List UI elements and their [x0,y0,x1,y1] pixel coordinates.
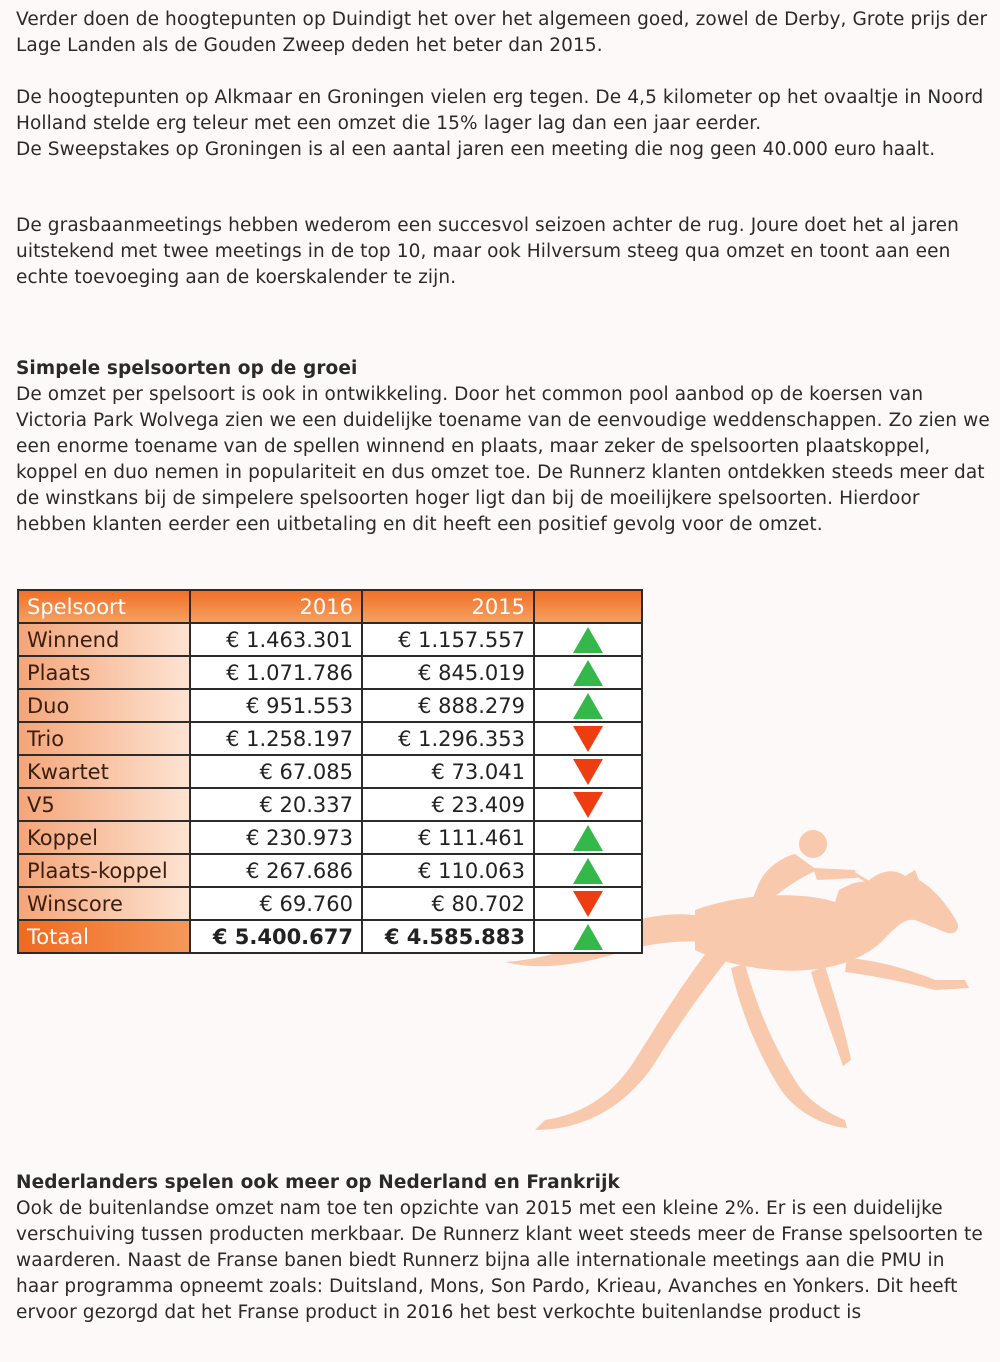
cell-2015: € 80.702 [362,887,534,920]
section-body: Ook de buitenlandse omzet nam toe ten opzichte van 2015 met een kleine 2%. Er is een duidelijke verschuiving tussen producten merkbaar. De Runnerz klant weet steeds meer de Franse spelsoorten te waarderen. Naast de Franse banen biedt Runnerz bijna alle internationale meetings aan die PMU in haar programma opneemt zoals: Duitsland, Mons, Son Pardo, Krieau, Avanches en Yonkers. Dit heeft ervoor gezorgd dat het Franse product in 2016 het best verkochte buitenlandse product is [16,1198,983,1323]
cell-2016: € 1.071.786 [190,656,362,689]
cell-2015: € 111.461 [362,821,534,854]
cell-2016: € 69.760 [190,887,362,920]
cell-trend [534,788,642,821]
intro-paragraph-duindigt: Verder doen de hoogtepunten op Duindigt het over het algemeen goed, zowel de Derby, Grote prijs der Lage Landen als de Gouden Zweep deden het beter dan 2015. [16,9,988,56]
paragraph-groningen-text: De Sweepstakes op Groningen is al een aantal jaren een meeting die nog geen 40.000 euro haalt. [16,139,936,160]
table-row [18,854,642,887]
cell-2016: € 5.400.677 [190,920,362,953]
triangle-down-icon [573,891,603,917]
header-2016: 2016 [190,590,362,623]
cell-2015: € 1.296.353 [362,722,534,755]
cell-spelsoort: Totaal [18,920,190,953]
triangle-down-icon [573,759,603,785]
cell-spelsoort: Winnend [18,623,190,656]
cell-trend [534,656,642,689]
paragraph-alkmaar-groningen [16,85,991,163]
cell-2015: € 845.019 [362,656,534,689]
cell-2016: € 1.258.197 [190,722,362,755]
cell-2016: € 20.337 [190,788,362,821]
cell-trend [534,821,642,854]
spelsoort-table [17,589,643,954]
cell-spelsoort: Koppel [18,821,190,854]
header-2015: 2015 [362,590,534,623]
cell-2016: € 1.463.301 [190,623,362,656]
triangle-up-icon [573,693,603,719]
triangle-down-icon [573,792,603,818]
table-row [18,788,642,821]
cell-2015: € 4.585.883 [362,920,534,953]
section-heading: Simpele spelsoorten op de groei [16,358,358,379]
section-simpele-spelsoorten [16,356,991,538]
cell-trend [534,755,642,788]
cell-2015: € 110.063 [362,854,534,887]
table-row [18,821,642,854]
section-body: De omzet per spelsoort is ook in ontwikkeling. Door het common pool aanbod op de koersen van Victoria Park Wolvega zien we een duidelijke toename van de eenvoudige weddenschappen. Zo zien we een enorme toename van de spellen winnend en plaats, maar zeker de spelsoorten plaatskoppel, koppel en duo nemen in populariteit en dus omzet toe. De Runnerz klanten ontdekken steeds meer dat de winstkans bij de simpelere spelsoorten hoger ligt dan bij de moeilijkere spelsoorten. Hierdoor hebben klanten eerder een uitbetaling en dit heeft een positief gevolg voor de omzet. [16,384,990,535]
cell-spelsoort: Trio [18,722,190,755]
table-row [18,656,642,689]
table-row [18,722,642,755]
triangle-up-icon [573,660,603,686]
cell-spelsoort: Duo [18,689,190,722]
cell-spelsoort: Plaats-koppel [18,854,190,887]
section-heading: Nederlanders spelen ook meer op Nederland en Frankrijk [16,1172,620,1193]
paragraph-alkmaar-text: De hoogtepunten op Alkmaar en Groningen vielen erg tegen. De 4,5 kilometer op het ovaaltje in Noord Holland stelde erg teleur met een omzet die 15% lager lag dan een jaar eerder. [16,87,984,134]
cell-spelsoort: Kwartet [18,755,190,788]
table-header-row [18,590,642,623]
cell-spelsoort: Winscore [18,887,190,920]
triangle-up-icon [573,858,603,884]
cell-trend [534,722,642,755]
cell-trend [534,623,642,656]
section-nederlanders [16,1170,991,1326]
table-row [18,689,642,722]
cell-trend [534,854,642,887]
triangle-up-icon [573,627,603,653]
cell-trend [534,689,642,722]
header-spelsoort: Spelsoort [18,590,190,623]
header-trend [534,590,642,623]
cell-spelsoort: V5 [18,788,190,821]
cell-spelsoort: Plaats [18,656,190,689]
cell-2016: € 951.553 [190,689,362,722]
cell-2016: € 67.085 [190,755,362,788]
cell-2015: € 888.279 [362,689,534,722]
table-row [18,887,642,920]
table-row [18,755,642,788]
triangle-down-icon [573,726,603,752]
table-row [18,623,642,656]
cell-2015: € 1.157.557 [362,623,534,656]
triangle-up-icon [573,825,603,851]
cell-trend [534,920,642,953]
cell-trend [534,887,642,920]
table-total-row [18,920,642,953]
paragraph-grasbaan: De grasbaanmeetings hebben wederom een succesvol seizoen achter de rug. Joure doet het al jaren uitstekend met twee meetings in de top 10, maar ook Hilversum steeg qua omzet en toont aan een echte toevoeging aan de koerskalender te zijn. [16,215,959,288]
cell-2015: € 23.409 [362,788,534,821]
cell-2016: € 230.973 [190,821,362,854]
triangle-up-icon [573,924,603,950]
cell-2015: € 73.041 [362,755,534,788]
cell-2016: € 267.686 [190,854,362,887]
